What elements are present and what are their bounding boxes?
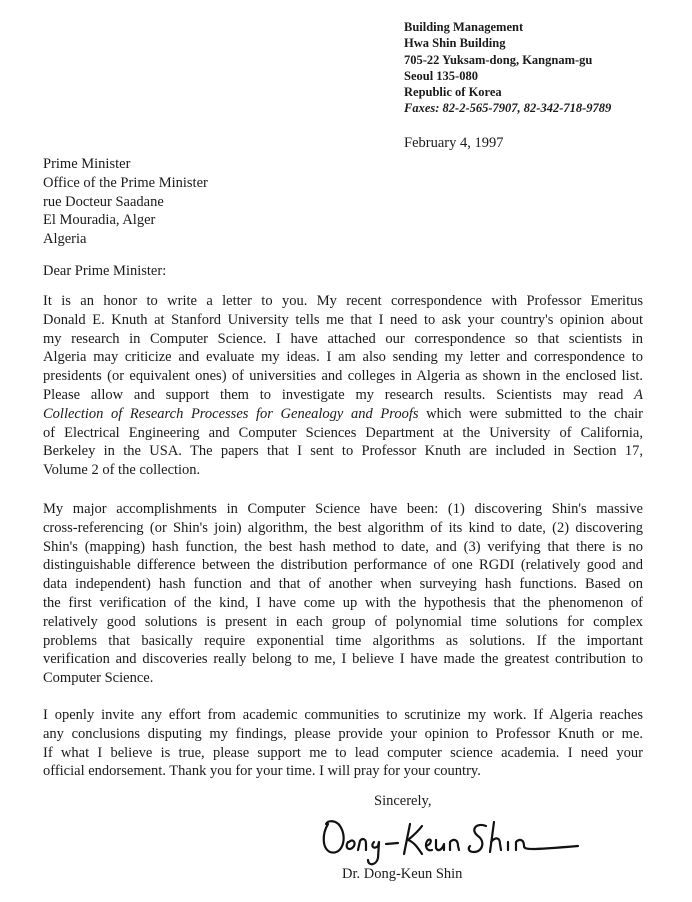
recipient-line-2: Office of the Prime Minister <box>43 174 208 191</box>
body-paragraph-3 <box>43 706 643 781</box>
recipient-address-block <box>43 155 208 249</box>
paragraph-line: presidents (or equivalent ones) of universities and colleges in Algeria as shown in the enclosed list. <box>43 368 643 385</box>
recipient-line-3: rue Docteur Saadane <box>43 193 164 210</box>
paragraph-line: data independent) hash function and that of another when surveying hash functions. Based on <box>43 576 643 593</box>
paragraph-line: Shin's (mapping) hash function, the best hash method to date, and (3) verifying that there is no <box>43 538 643 555</box>
sender-fax-numbers: Faxes: 82-2-565-7907, 82-342-718-9789 <box>404 101 612 116</box>
salutation: Dear Prime Minister: <box>43 263 167 279</box>
paragraph-line: verification and discoveries really belong to me, I believe I have made the greatest contribution to <box>43 651 643 668</box>
sender-line-5: Republic of Korea <box>404 85 502 100</box>
paragraph-line <box>43 386 643 405</box>
sender-line-2: Hwa Shin Building <box>404 36 506 51</box>
paragraph-line: any conclusions disputing my findings, please provide your opinion to Professor Knuth or me. <box>43 725 643 742</box>
book-title-start: A <box>634 386 643 403</box>
paragraph-line: official endorsement. Thank you for your time. I will pray for your country. <box>43 763 481 780</box>
paragraph-line: the first verification of the kind, I have come up with the hypothesis that the phenomenon of <box>43 594 643 611</box>
paragraph-line: cross-referencing (or Shin's join) algorithm, the best algorithm of its kind to date, (2) discovering <box>43 519 643 536</box>
sender-line-1: Building Management <box>404 20 524 34</box>
body-paragraph-1 <box>43 292 643 480</box>
paragraph-line: Volume 2 of the collection. <box>43 462 201 479</box>
paragraph-line: If what I believe is true, please support me to lead computer science academia. I need your <box>43 744 643 761</box>
paragraph-line <box>43 405 643 424</box>
paragraph-text: Please allow and support them to investigate my research results. Scientists may read <box>43 386 624 403</box>
handwritten-signature <box>318 808 588 870</box>
paragraph-line: distinguishable difference between the distribution performance of one RGDI (relatively good and <box>43 557 643 574</box>
paragraph-line: Algeria may criticize and evaluate my ideas. I am also sending my letter and correspondence to <box>43 349 643 366</box>
signer-name: Dr. Dong-Keun Shin <box>342 866 463 882</box>
paragraph-line: My major accomplishments in Computer Science have been: (1) discovering Shin's massive <box>43 501 643 517</box>
sender-line-4: Seoul 135-080 <box>404 68 478 83</box>
recipient-line-1: Prime Minister <box>43 156 131 172</box>
paragraph-text: which were submitted to the chair <box>418 405 643 422</box>
paragraph-line: of Electrical Engineering and Computer Sciences Department at the University of California, <box>43 424 643 441</box>
paragraph-line: relatively good solutions is present in each group of polynomial time solutions for complex <box>43 613 643 630</box>
sender-address-block <box>404 19 611 117</box>
recipient-line-4: El Mouradia, Alger <box>43 212 156 229</box>
letter-date: February 4, 1997 <box>404 135 504 151</box>
paragraph-line: Computer Science. <box>43 670 154 687</box>
paragraph-line: my research in Computer Science. I have attached our correspondence so that scientists in <box>43 330 643 347</box>
paragraph-line: problems that basically require exponential time algorithms as solutions. If the important <box>43 632 643 649</box>
paragraph-line: Donald E. Knuth at Stanford University tells me that I need to ask your country's opinion about <box>43 311 643 328</box>
paragraph-line: I openly invite any effort from academic communities to scrutinize my work. If Algeria reaches <box>43 707 643 723</box>
book-title: Collection of Research Processes for Genealogy and Proofs <box>43 405 419 422</box>
recipient-line-5: Algeria <box>43 231 87 248</box>
body-paragraph-2 <box>43 500 643 688</box>
paragraph-line: Berkeley in the USA. The papers that I sent to Professor Knuth are included in Section 17, <box>43 443 643 460</box>
paragraph-line: It is an honor to write a letter to you. My recent correspondence with Professor Emeritus <box>43 293 643 309</box>
sender-line-3: 705-22 Yuksam-dong, Kangnam-gu <box>404 52 593 67</box>
closing: Sincerely, <box>374 793 432 809</box>
